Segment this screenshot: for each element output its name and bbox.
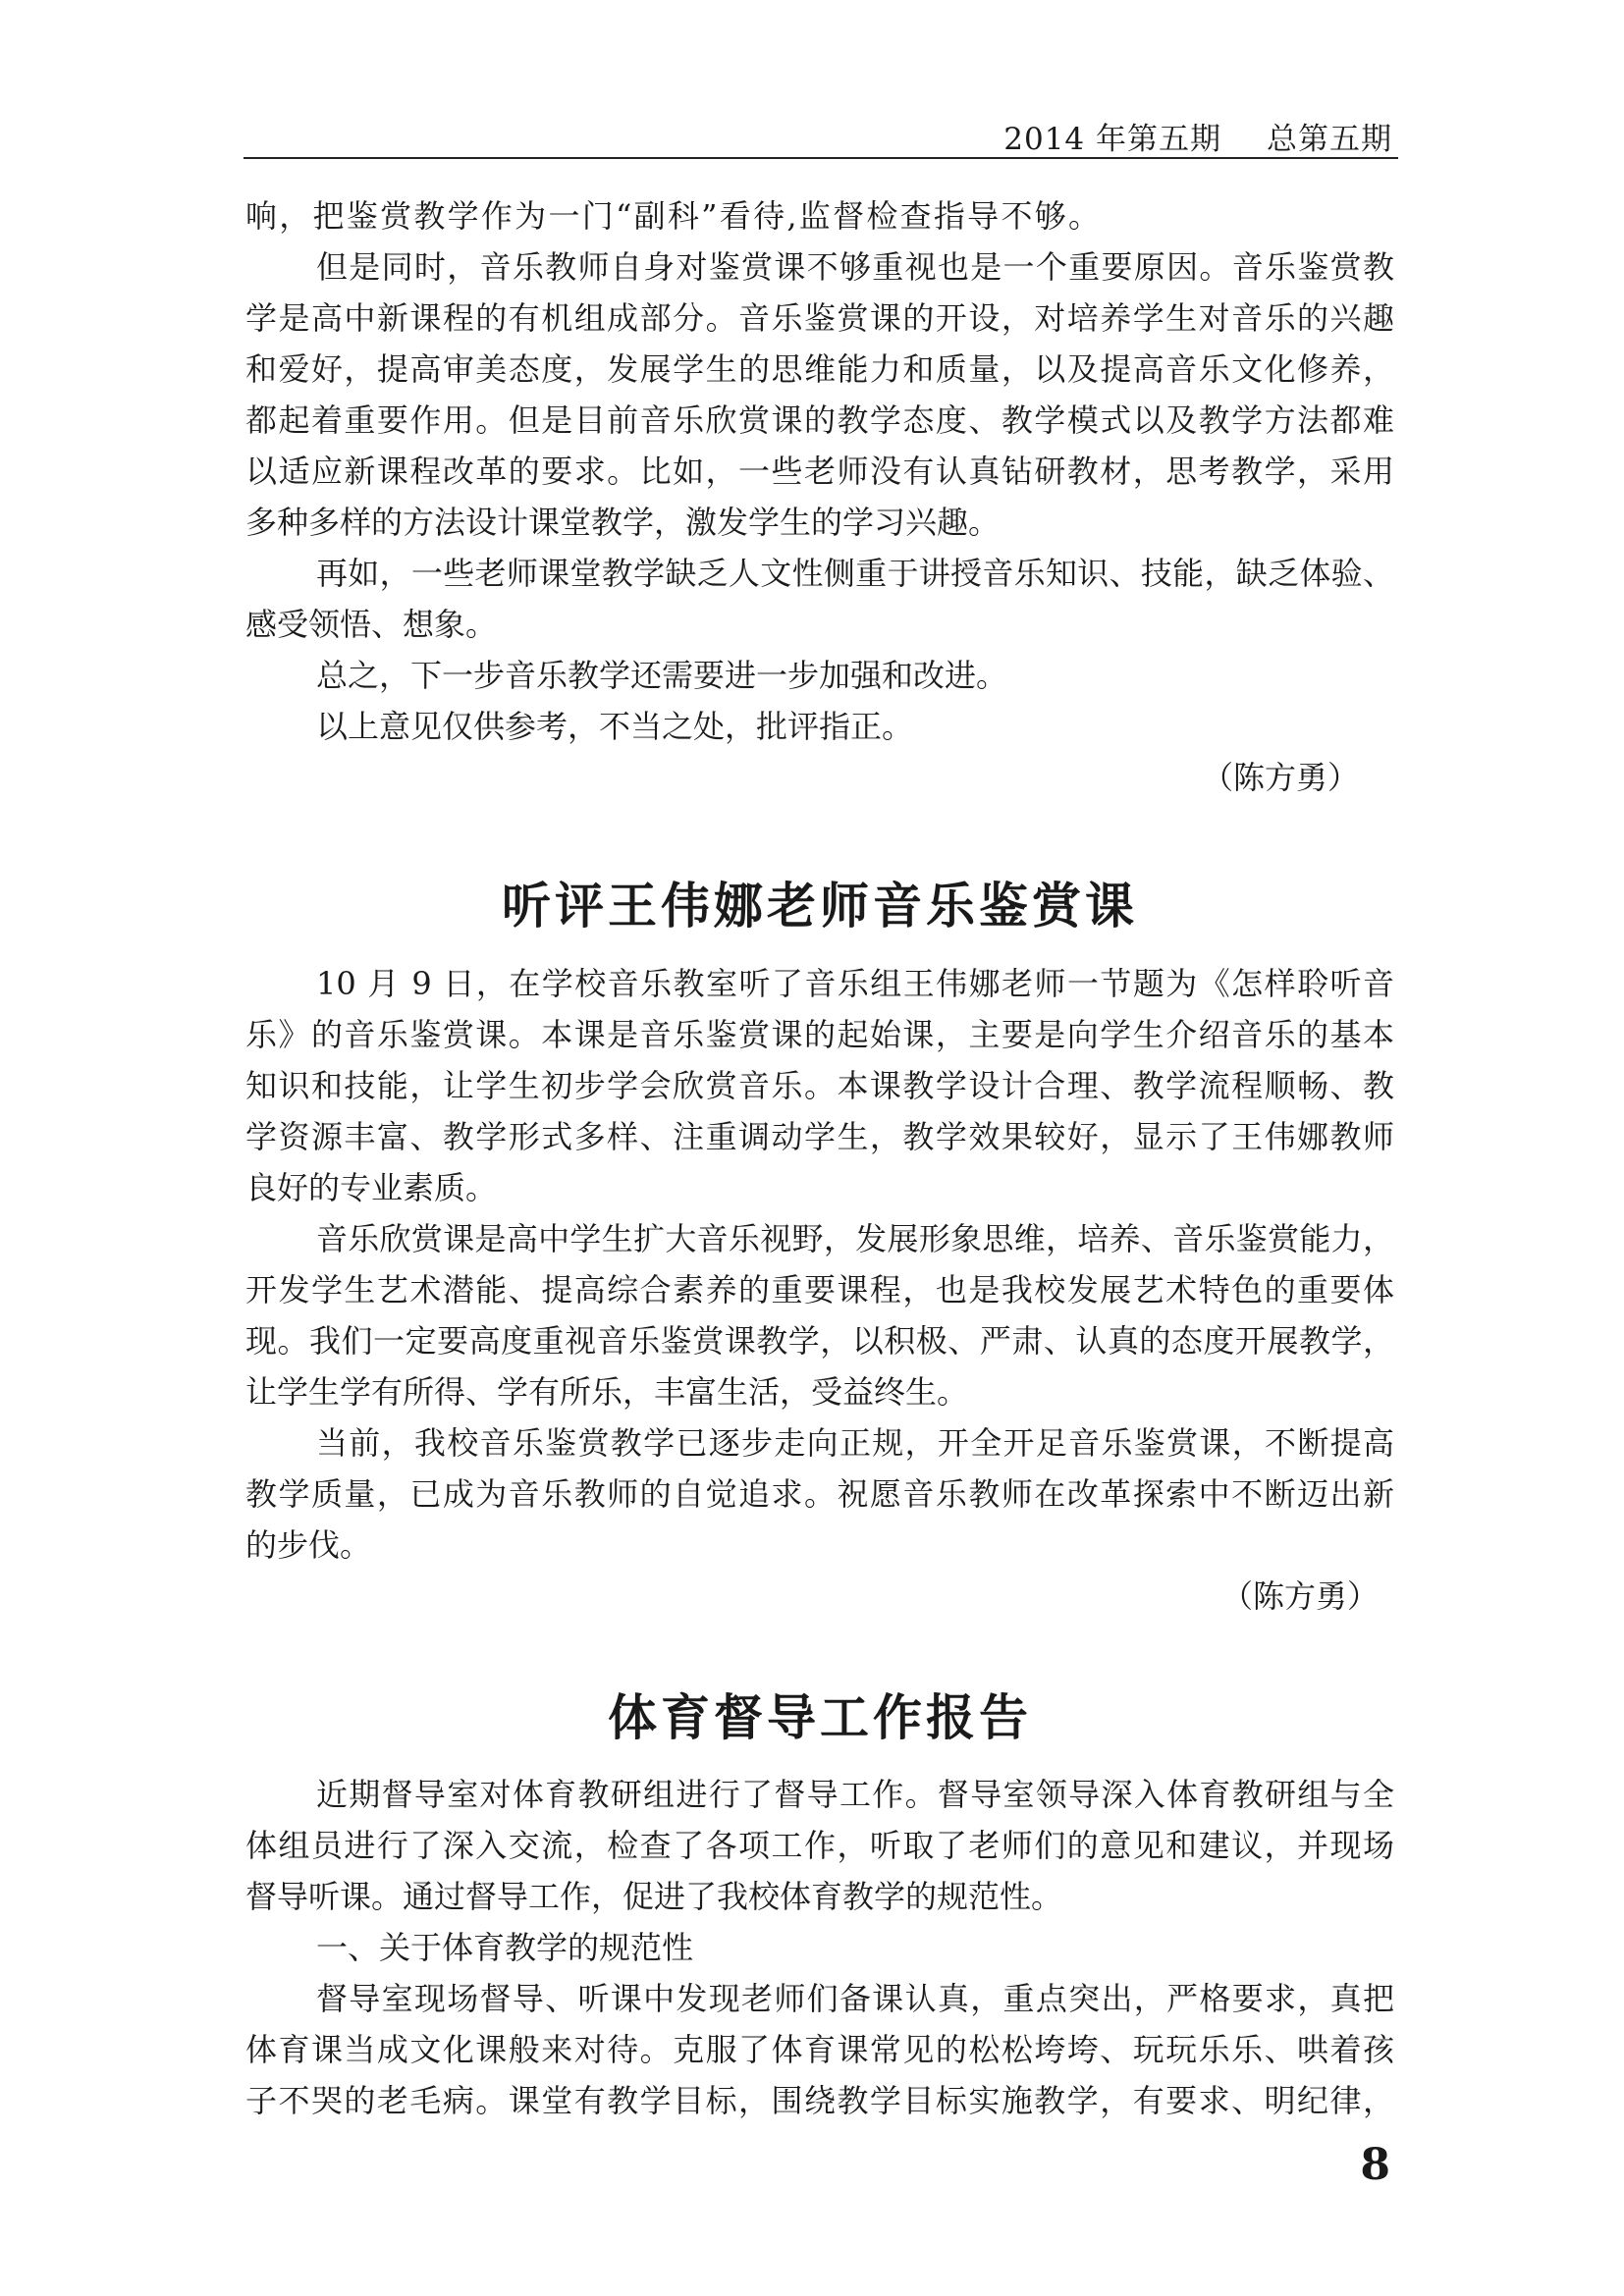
paragraph-line: 但是同时，音乐教师自身对鉴赏课不够重视也是一个重要原因。音乐鉴赏教 [316, 248, 1394, 286]
paragraph-line: 督导室现场督导、听课中发现老师们备课认真，重点突出，严格要求，真把 [316, 1980, 1394, 2017]
paragraph-line: 感受领悟、想象。 [245, 606, 498, 643]
paragraph-line: 的步伐。 [245, 1526, 372, 1564]
article-title: 听评王伟娜老师音乐鉴赏课 [502, 877, 1138, 934]
paragraph-line: 和爱好，提高审美态度，发展学生的思维能力和质量，以及提高音乐文化修养， [245, 350, 1394, 388]
paragraph-line: 开发学生艺术潜能、提高综合素养的重要课程，也是我校发展艺术特色的重要体 [245, 1271, 1394, 1308]
paragraph-line: 都起着重要作用。但是目前音乐欣赏课的教学态度、教学模式以及教学方法都难 [245, 401, 1394, 439]
paragraph-line: 乐》的音乐鉴赏课。本课是音乐鉴赏课的起始课，主要是向学生介绍音乐的基本 [245, 1016, 1394, 1053]
header-issue: 2014 年第五期 [1003, 122, 1221, 157]
section-heading: 一、关于体育教学的规范性 [316, 1929, 694, 1966]
paragraph-line: 体育课当成文化课般来对待。克服了体育课常见的松松垮垮、玩玩乐乐、哄着孩 [245, 2031, 1394, 2068]
paragraph-line: 再如，一些老师课堂教学缺乏人文性侧重于讲授音乐知识、技能，缺乏体验、 [316, 555, 1394, 592]
article-title: 体育督导工作报告 [608, 1688, 1032, 1746]
paragraph-line: 子不哭的老毛病。课堂有教学目标，围绕教学目标实施教学，有要求、明纪律， [245, 2082, 1394, 2119]
paragraph-line: 良好的专业素质。 [245, 1169, 498, 1206]
paragraph-line: 10 月 9 日，在学校音乐教室听了音乐组王伟娜老师一节题为《怎样聆听音 [316, 965, 1394, 1002]
paragraph-line: 近期督导室对体育教研组进行了督导工作。督导室领导深入体育教研组与全 [316, 1776, 1394, 1813]
paragraph-line: 体组员进行了深入交流，检查了各项工作，听取了老师们的意见和建议，并现场 [245, 1827, 1394, 1864]
running-header [244, 110, 1398, 159]
paragraph-line: 现。我们一定要高度重视音乐鉴赏课教学，以积极、严肃、认真的态度开展教学， [245, 1322, 1394, 1360]
paragraph-line: 多种多样的方法设计课堂教学，激发学生的学习兴趣。 [245, 504, 1001, 541]
author-signature: （陈方勇） [1201, 759, 1359, 796]
paragraph-line: 以适应新课程改革的要求。比如，一些老师没有认真钻研教材，思考教学，采用 [245, 453, 1394, 490]
paragraph-line: 总之，下一步音乐教学还需要进一步加强和改进。 [316, 657, 1008, 694]
author-signature: （陈方勇） [1220, 1577, 1379, 1615]
paragraph-line: 音乐欣赏课是高中学生扩大音乐视野，发展形象思维，培养、音乐鉴赏能力， [316, 1220, 1394, 1257]
paragraph-line: 让学生学有所得、学有所乐，丰富生活，受益终生。 [245, 1373, 969, 1411]
page-number: 8 [1360, 2140, 1390, 2190]
paragraph-line: 知识和技能，让学生初步学会欣赏音乐。本课教学设计合理、教学流程顺畅、教 [245, 1067, 1394, 1104]
paragraph-line: 响，把鉴赏教学作为一门“副科”看待,监督检查指导不够。 [245, 197, 1100, 235]
header-total-issue: 总第五期 [1267, 122, 1392, 157]
paragraph-line: 督导听课。通过督导工作，促进了我校体育教学的规范性。 [245, 1878, 1063, 1915]
paragraph-line: 学资源丰富、教学形式多样、注重调动学生，教学效果较好，显示了王伟娜教师 [245, 1118, 1394, 1155]
paragraph-line: 以上意见仅供参考，不当之处，批评指正。 [316, 708, 914, 745]
paragraph-line: 学是高中新课程的有机组成部分。音乐鉴赏课的开设，对培养学生对音乐的兴趣 [245, 299, 1394, 337]
paragraph-line: 教学质量，已成为音乐教师的自觉追求。祝愿音乐教师在改革探索中不断迈出新 [245, 1475, 1394, 1513]
header-text [1003, 114, 1392, 158]
paragraph-line: 当前，我校音乐鉴赏教学已逐步走向正规，开全开足音乐鉴赏课，不断提高 [316, 1424, 1394, 1462]
